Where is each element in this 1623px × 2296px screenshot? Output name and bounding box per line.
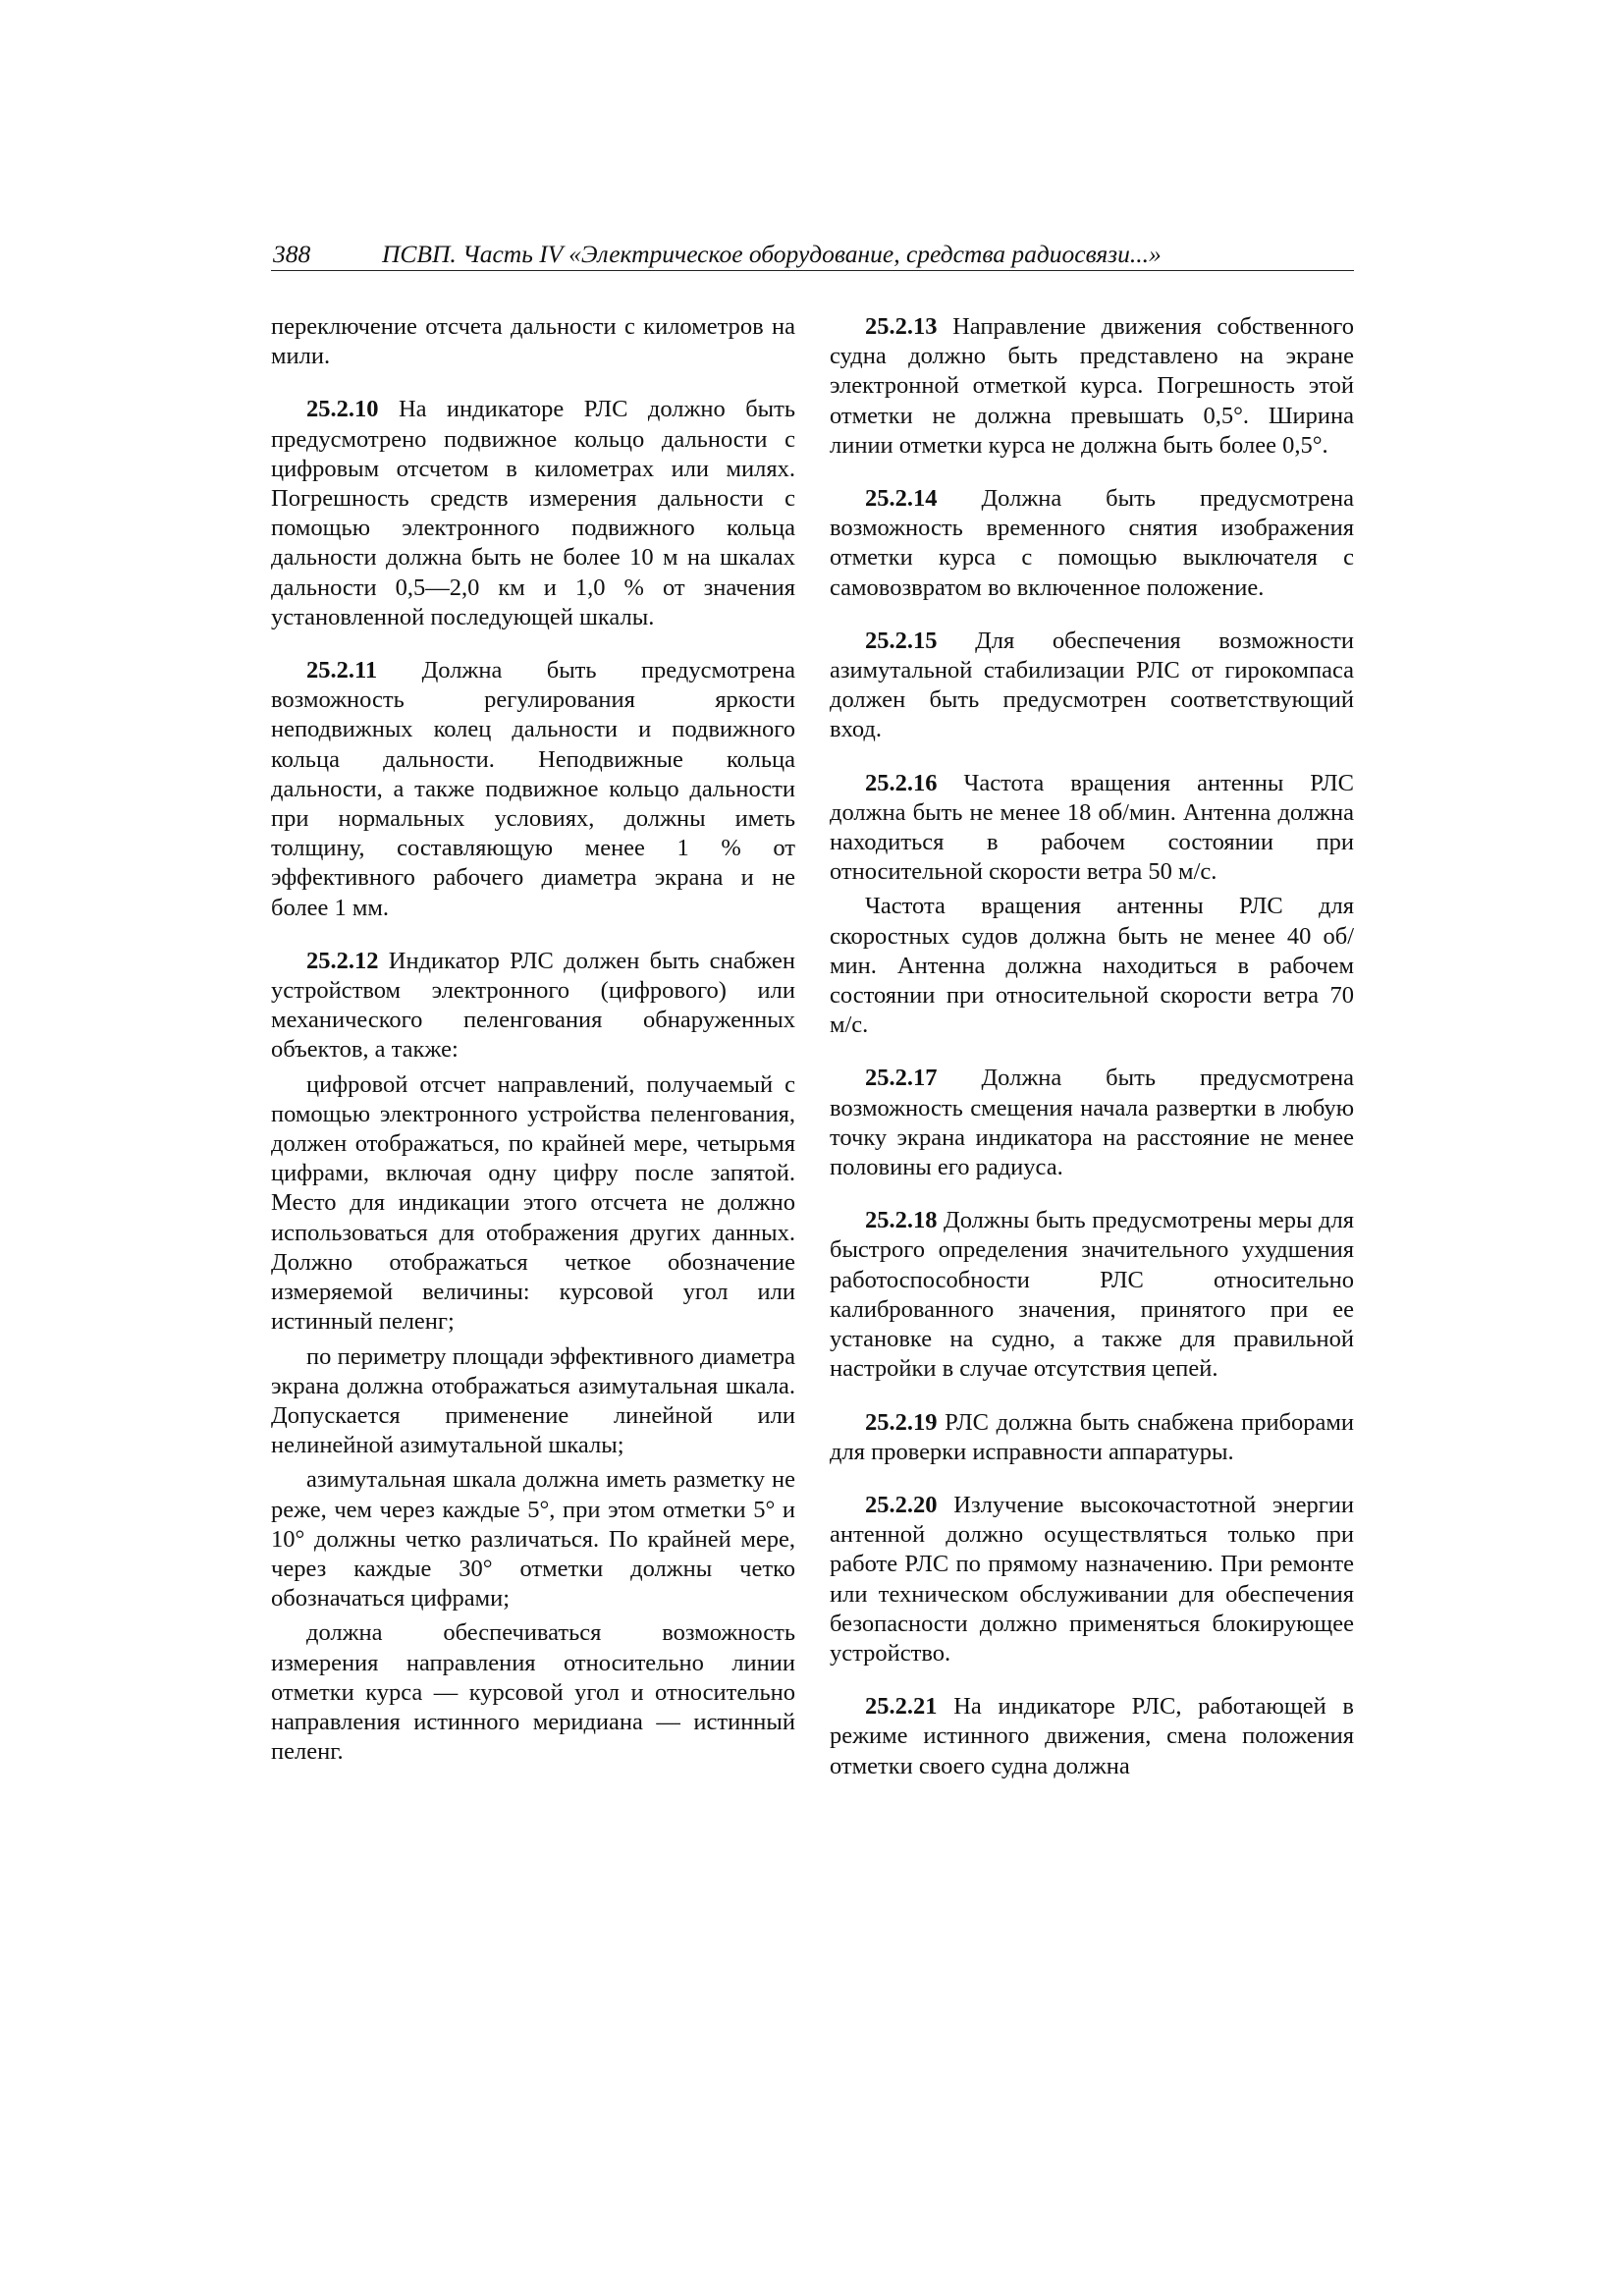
clause-text: Должны быть предусмотрены меры для быстрого определения значительного ухудшения работоспособности РЛС относительно калиброванного значения, принятого при ее установке на судно, а также для правильной настройки в случае отсутствия цепей. <box>830 1207 1355 1383</box>
running-title: ПСВП. Часть IV «Электрическое оборудование, средства радиосвязи...» <box>382 240 1162 268</box>
list-item: по периметру площади эффективного диаметра экрана должна отображаться азимутальная шкала. Допускается применение линейной или нелинейной азимутальной шкалы; <box>271 1342 795 1459</box>
paragraph-text: переключение отсчета дальности с километров на мили. <box>271 313 795 370</box>
list-item: должна обеспечиваться возможность измерения направления относительно линии отметки курса — курсовой угол и относительно направления истинного меридиана — истинный пеленг. <box>271 1619 795 1766</box>
clause-text: Частота вращения антенны РЛС для скоростных судов должна быть не менее 40 об/мин. Антенна должна находиться в рабочем состоянии при относительной скорости ветра 70 м/с. <box>830 893 1354 1039</box>
clause-number: 25.2.10 <box>306 396 379 423</box>
clause-text: Индикатор РЛС должен быть снабжен устройством электронного (цифрового) или механического пеленгования обнаруженных объектов, а также: <box>271 947 795 1064</box>
clause-25-2-17 <box>830 1064 1354 1182</box>
page-number: 388 <box>273 240 311 268</box>
clause-text: На индикаторе РЛС, работающей в режиме истинного движения, смена положения отметки своего судна должна <box>830 1693 1355 1779</box>
page-header <box>271 239 1354 271</box>
clause-25-2-12 <box>271 947 795 1066</box>
clause-25-2-16 <box>830 769 1354 888</box>
clause-25-2-19 <box>830 1408 1354 1467</box>
clause-25-2-11 <box>271 656 795 923</box>
clause-number: 25.2.11 <box>306 657 378 684</box>
clause-25-2-18 <box>830 1206 1354 1384</box>
list-item: цифровой отсчет направлений, получаемый с помощью электронного устройства пеленгования, должен отображаться, по крайней мере, четырьмя цифрами, включая одну цифру после запятой. Место для индикации этого отсчета не должно использоваться для отображения других данных. Должно отображаться четкое обозначение измеряемой величины: курсовой угол или истинный пеленг; <box>271 1070 795 1336</box>
clause-25-2-14 <box>830 484 1354 603</box>
clause-text: Должна быть предусмотрена возможность временного снятия изображения отметки курса с помощью выключателя с самовозвратом во включенное положение. <box>830 485 1354 601</box>
clause-number: 25.2.17 <box>865 1065 938 1092</box>
clause-text: Частота вращения антенны РЛС должна быть не менее 18 об/мин. Антенна должна находиться в рабочем состоянии при относительной скорости ветра 50 м/с. <box>830 769 1355 886</box>
list-item: азимутальная шкала должна иметь разметку не реже, чем через каждые 5°, при этом отметки 5° и 10° должны четко различаться. По крайней мере, через каждые 30° отметки должны четко обозначаться цифрами; <box>271 1466 795 1613</box>
right-column <box>830 312 1354 1781</box>
clause-number: 25.2.15 <box>865 627 938 654</box>
clause-number: 25.2.21 <box>865 1693 938 1721</box>
left-column <box>271 312 795 1767</box>
clause-25-2-15 <box>830 627 1354 745</box>
clause-text: Для обеспечения возможности азимутальной стабилизации РЛС от гирокомпаса должен быть предусмотрен соответствующий вход. <box>830 627 1354 743</box>
paragraph-continuation <box>271 312 795 371</box>
clause-text: Должна быть предусмотрена возможность смещения начала развертки в любую точку экрана индикатора на расстояние не менее половины его радиуса. <box>830 1065 1354 1181</box>
clause-25-2-20 <box>830 1491 1354 1668</box>
clause-number: 25.2.20 <box>865 1491 938 1518</box>
clause-25-2-10 <box>271 395 795 632</box>
clause-text: Излучение высокочастотной энергии антенной должно осуществляться только при работе РЛС по прямому назначению. При ремонте или техническом обслуживании для обеспечения безопасности должно применяться блокирующее устройство. <box>830 1491 1354 1667</box>
clause-number: 25.2.14 <box>865 485 938 513</box>
clause-number: 25.2.13 <box>865 313 938 340</box>
clause-number: 25.2.18 <box>865 1207 938 1234</box>
clause-text: Должна быть предусмотрена возможность регулирования яркости неподвижных колец дальности и подвижного кольца дальности. Неподвижные кольца дальности, а также подвижное кольцо дальности при нормальных условиях, должны иметь толщину, составляющую менее 1 % от эффективного рабочего диаметра экрана и не более 1 мм. <box>271 657 795 921</box>
clause-text: Направление движения собственного судна должно быть представлено на экране электронной отметкой курса. Погрешность этой отметки не должна превышать 0,5°. Ширина линии отметки курса не должна быть более 0,5°. <box>830 313 1354 459</box>
clause-25-2-13 <box>830 312 1354 461</box>
clause-25-2-21 <box>830 1692 1354 1781</box>
clause-number: 25.2.19 <box>865 1408 938 1436</box>
clause-text: На индикаторе РЛС должно быть предусмотрено подвижное кольцо дальности с цифровым отсчетом в километрах или милях. Погрешность средств измерения дальности с помощью электронного подвижного кольца дальности должна быть не более 10 м на шкалах дальности 0,5—2,0 км и 1,0 % от значения установленной последующей шкалы. <box>271 396 796 630</box>
clause-number: 25.2.12 <box>306 947 379 974</box>
clause-text: РЛС должна быть снабжена приборами для проверки исправности аппаратуры. <box>830 1408 1355 1465</box>
clause-number: 25.2.16 <box>865 769 938 796</box>
